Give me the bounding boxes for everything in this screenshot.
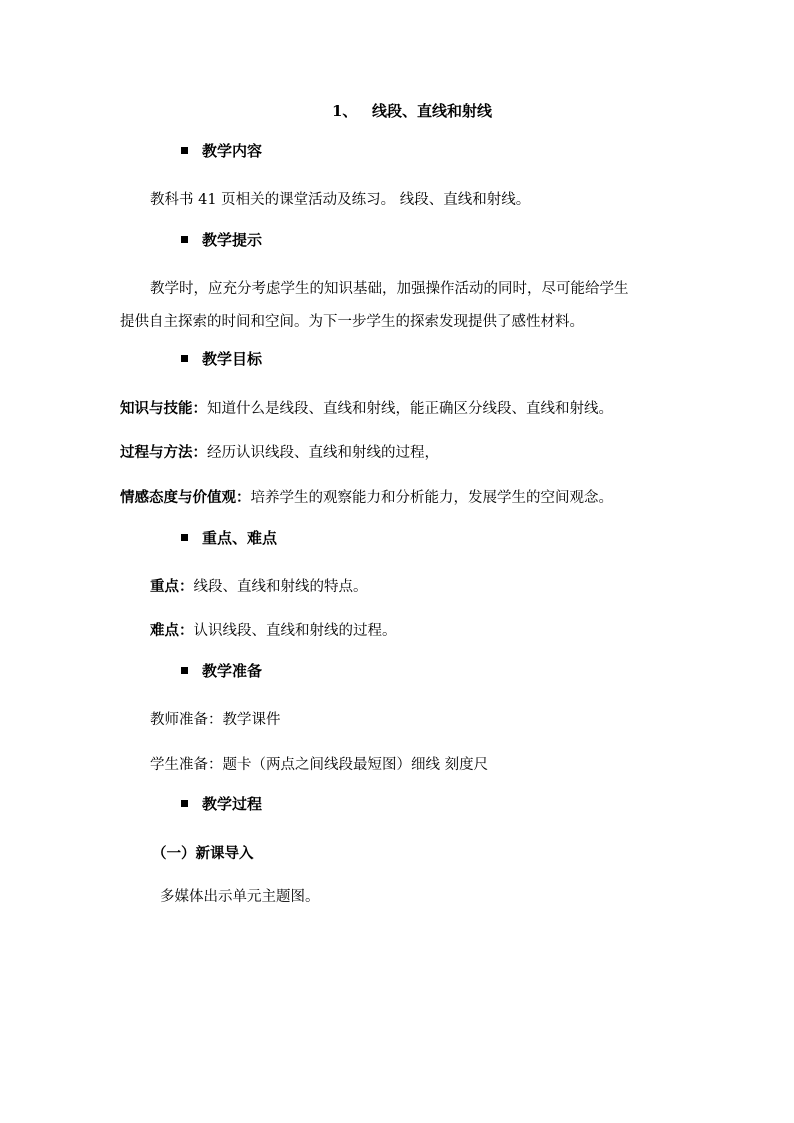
goal-emotion-text: 培养学生的观察能力和分析能力，发展学生的空间观念。 <box>250 490 613 506</box>
square-bullet-icon <box>181 147 188 154</box>
process-paragraph: 多媒体出示单元主题图。 <box>160 889 320 905</box>
goal-emotion-label: 情感态度与价值观： <box>120 489 251 506</box>
section-heading-key-points <box>181 528 277 548</box>
square-bullet-icon <box>181 800 188 807</box>
square-bullet-icon <box>181 667 188 674</box>
difficulty-point <box>150 621 397 641</box>
section-heading-text: 教学过程 <box>202 795 263 813</box>
goal-process <box>120 443 439 463</box>
page-title <box>332 101 492 121</box>
section-heading-text: 教学目标 <box>202 350 263 368</box>
section-heading-text: 教学内容 <box>202 142 263 160</box>
content-paragraph: 教科书 41 页相关的课堂活动及练习。 线段、直线和射线。 <box>150 192 531 208</box>
goal-emotion <box>120 488 613 508</box>
difficulty-point-label: 难点： <box>150 622 194 639</box>
title-text: 线段、直线和射线 <box>372 102 493 120</box>
key-point <box>150 577 368 597</box>
square-bullet-icon <box>181 534 188 541</box>
section-heading-text: 教学准备 <box>202 662 263 680</box>
goal-knowledge-label: 知识与技能： <box>120 400 207 417</box>
section-heading-text: 重点、难点 <box>202 529 278 547</box>
key-point-label: 重点： <box>150 578 194 595</box>
process-subheading: （一）新课导入 <box>152 845 254 862</box>
square-bullet-icon <box>181 355 188 362</box>
goal-process-label: 过程与方法： <box>120 444 207 461</box>
section-heading-process <box>181 794 262 814</box>
section-heading-hints <box>181 230 262 250</box>
section-heading-goals <box>181 349 262 369</box>
hints-paragraph-line-2: 提供自主探索的时间和空间。为下一步学生的探索发现提供了感性材料。 <box>120 314 584 330</box>
teacher-preparation: 教师准备：教学课件 <box>150 712 281 728</box>
key-point-text: 线段、直线和射线的特点。 <box>193 579 368 595</box>
title-number: 1、 <box>332 102 358 120</box>
student-preparation: 学生准备：题卡（两点之间线段最短图）细线 刻度尺 <box>150 757 489 773</box>
section-heading-text: 教学提示 <box>202 231 263 249</box>
section-heading-content <box>181 141 262 161</box>
hints-paragraph-line-1: 教学时，应充分考虑学生的知识基础，加强操作活动的同时，尽可能给学生 <box>150 281 629 297</box>
goal-process-text: 经历认识线段、直线和射线的过程， <box>207 445 439 461</box>
goal-knowledge <box>120 399 613 419</box>
difficulty-point-text: 认识线段、直线和射线的过程。 <box>193 623 397 639</box>
goal-knowledge-text: 知道什么是线段、直线和射线，能正确区分线段、直线和射线。 <box>207 401 613 417</box>
square-bullet-icon <box>181 236 188 243</box>
section-heading-preparation <box>181 661 262 681</box>
